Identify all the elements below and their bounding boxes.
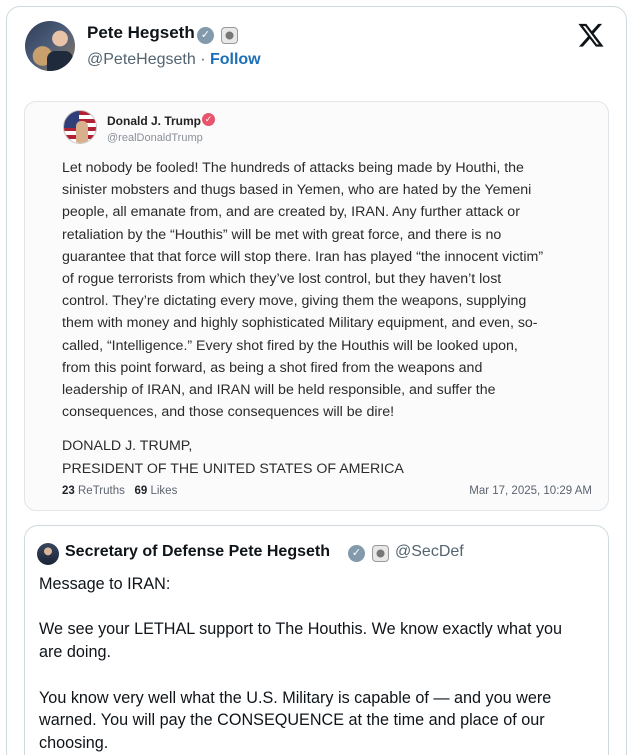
truth-post-body: Let nobody be fooled! The hundreds of attacks being made by Houthi, the sinister mobsters and thugs based in Yemen, who are hated by the Yemeni people, all emanate from, and are created by, IRAN. Any further attack or retaliation by the “Houthis” will be met with great force, and there is no guarantee that that force will stop there. Iran has played “the innocent victim” of rogue terrorists from which they’ve lost control, but they haven’t lost control. They’re dictating every move, giving them the weapons, supplying them with money and highly sophisticated Military equipment, and even, so- called, “Intelligence.” Every shot fired by the Houthis will be looked upon, from this point forward, as being a shot fired from the weapons and leadership of IRAN, and IRAN will be held responsible, and suffer the consequences, and those consequences will be dire!	[62, 160, 544, 421]
government-seal-icon	[372, 545, 389, 562]
author-handle[interactable]: @PeteHegseth	[87, 51, 196, 68]
truth-post-date: Mar 17, 2025, 10:29 AM	[469, 485, 592, 497]
tweet-card	[6, 6, 627, 755]
verified-badge-icon: ✓	[197, 27, 214, 44]
verified-badge-icon: ✓	[348, 545, 365, 562]
likes-count: 69	[134, 485, 148, 497]
separator-dot: ·	[195, 51, 210, 68]
follow-button[interactable]: Follow	[209, 51, 261, 68]
quoted-author-name[interactable]: Secretary of Defense Pete Hegseth	[65, 543, 330, 560]
embedded-truth-screenshot[interactable]	[24, 101, 609, 511]
quoted-tweet[interactable]	[24, 525, 609, 755]
author-name[interactable]: Pete Hegseth	[87, 23, 195, 42]
truth-post-stats	[62, 485, 177, 497]
author-avatar[interactable]	[25, 21, 75, 71]
secdef-avatar[interactable]	[37, 543, 59, 565]
retruths-count: 23	[62, 485, 75, 497]
quoted-tweet-body: Message to IRAN: We see your LETHAL support to The Houthis. We know exactly what you are doing. You know very well what the U.S. Military is capable of — and you were warned. You will pay the CONSEQUENCE at the time and place of our choosing.	[39, 575, 563, 752]
likes-label: Likes	[150, 485, 178, 497]
trump-avatar	[63, 110, 97, 144]
truth-author-handle: @realDonaldTrump	[107, 132, 203, 144]
quoted-author-handle[interactable]: @SecDef	[395, 543, 464, 560]
author-handle-line	[87, 51, 261, 69]
truth-author-name: Donald J. Trump	[107, 114, 202, 128]
truth-post-signature: DONALD J. TRUMP, PRESIDENT OF THE UNITED STATES OF AMERICA	[62, 438, 404, 477]
government-seal-icon	[221, 27, 238, 44]
retruths-label: ReTruths	[78, 485, 125, 497]
truth-verified-icon: ✓	[202, 113, 215, 126]
x-logo-icon[interactable]	[577, 21, 605, 49]
